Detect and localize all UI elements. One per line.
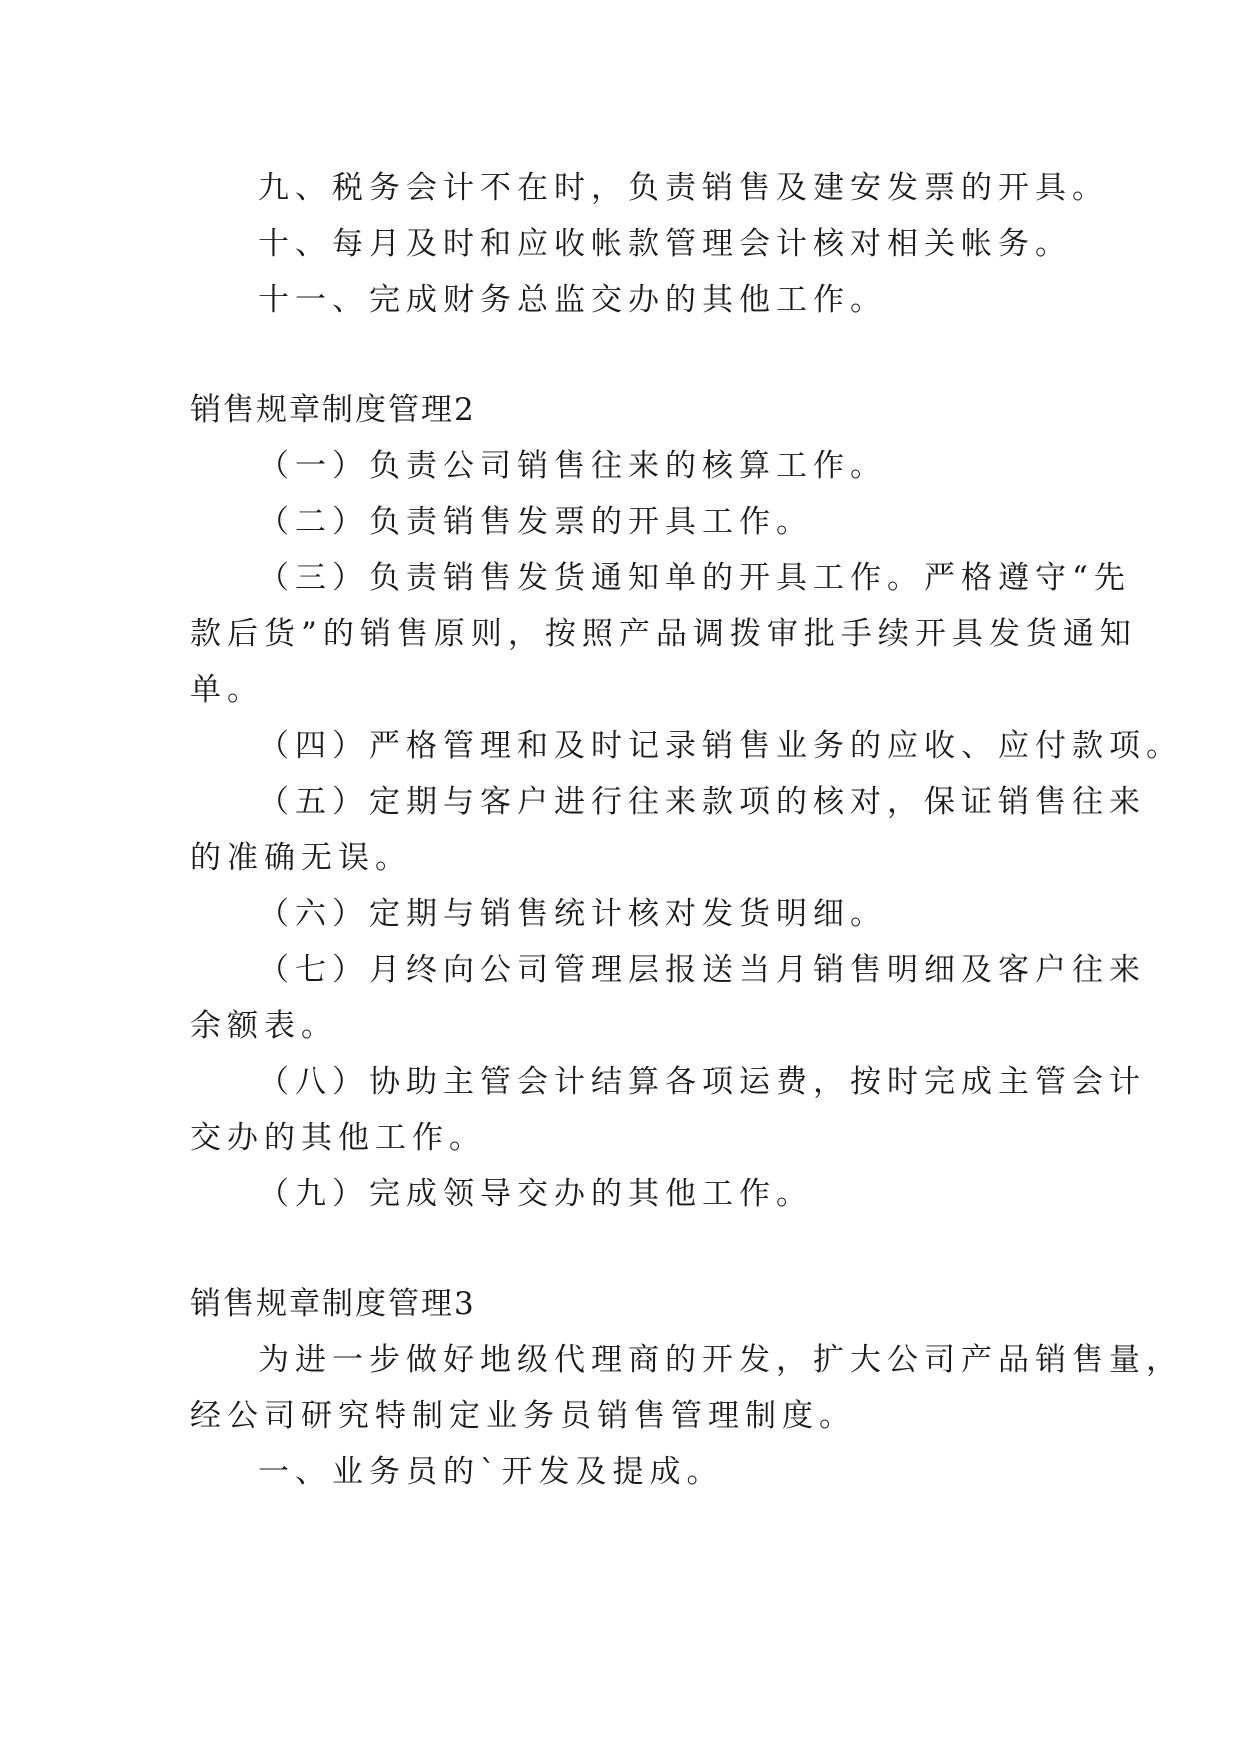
paragraph-line: （一）负责公司销售往来的核算工作。: [258, 448, 887, 484]
paragraph-line: 为进一步做好地级代理商的开发，扩大公司产品销售量，: [258, 1342, 1183, 1378]
paragraph-line: （七）月终向公司管理层报送当月销售明细及客户往来: [258, 952, 1146, 988]
paragraph-line: 十、每月及时和应收帐款管理会计核对相关帐务。: [258, 226, 1072, 262]
paragraph-line: 交办的其他工作。: [190, 1120, 486, 1156]
paragraph-line: （二）负责销售发票的开具工作。: [258, 504, 813, 540]
paragraph-line: 一、业务员的`开发及提成。: [258, 1454, 724, 1490]
paragraph-line: 九、税务会计不在时，负责销售及建安发票的开具。: [258, 170, 1109, 206]
section-heading: 销售规章制度管理3: [190, 1286, 476, 1322]
paragraph-line: 款后货”的销售原则，按照产品调拨审批手续开具发货通知: [190, 616, 1137, 652]
paragraph-line: （三）负责销售发货通知单的开具工作。严格遵守“先: [258, 560, 1131, 596]
paragraph-line: （八）协助主管会计结算各项运费，按时完成主管会计: [258, 1064, 1146, 1100]
paragraph-line: （六）定期与销售统计核对发货明细。: [258, 896, 887, 932]
paragraph-line: （九）完成领导交办的其他工作。: [258, 1176, 813, 1212]
paragraph-line: 的准确无误。: [190, 840, 412, 876]
paragraph-line: 单。: [190, 672, 264, 708]
section-heading: 销售规章制度管理2: [190, 392, 476, 428]
paragraph-line: 十一、完成财务总监交办的其他工作。: [258, 282, 887, 318]
paragraph-line: （四）严格管理和及时记录销售业务的应收、应付款项。: [258, 728, 1183, 764]
paragraph-line: 余额表。: [190, 1008, 338, 1044]
paragraph-line: 经公司研究特制定业务员销售管理制度。: [190, 1398, 856, 1434]
paragraph-line: （五）定期与客户进行往来款项的核对，保证销售往来: [258, 784, 1146, 820]
